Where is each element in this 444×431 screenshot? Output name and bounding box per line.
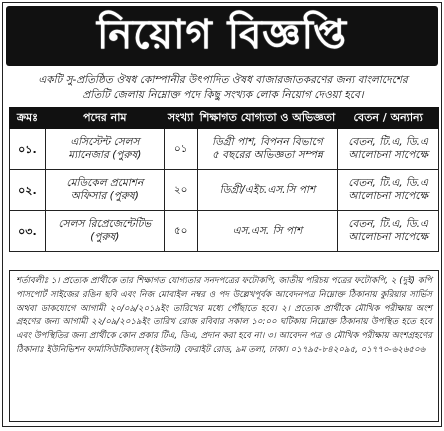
qual-line-1: ডিগ্রী পাশ, বিপনন বিভাগে	[212, 136, 323, 148]
row-salary	[338, 170, 439, 211]
header-sl: ক্রমঃ	[10, 108, 46, 129]
intro-text	[11, 73, 435, 103]
qual-line-1: এস.এস. সি পাশ	[232, 224, 303, 237]
row-post	[45, 170, 164, 211]
post-line-1: এসিস্টেন্ট সেলস	[70, 136, 140, 148]
qual-line-1: ডিগ্রী/এইচ.এস.সি পাশ	[219, 183, 316, 196]
terms-text: শর্তাবলীঃ ১। প্রত্যেক প্রার্থীকে তার শিক্ষাগত যোগ্যতার সনদপত্রের ফটোকপি, জাতীয় পরিচয় পত্রের ফটোকপি, ২ (দুই) কপি পাসপোর্ট সাইজের রঙিন ছবি এবং নিজ মোবাইল নম্বর ও পদ উল্লেখপূর্বক আবেদনপত্র নিম্নোক্ত ঠিকানায় কুরিয়ার সার্ভিস অথবা ডাকযোগে আগামী ২০/০৯/২০১৯ইং তারিখের মধ্যে পৌঁছাতে হবে। ২। প্রত্যেক প্রার্থীকে মৌখিক পরীক্ষায় অংশ গ্রহণের জন্য আগামী ২২/০৯/২০১৯ইং তারিখ রোজ রবিবার সকাল ১০:০০ ঘটিকায় নিম্নোক্ত ঠিকানায় উপস্থিত হতে হবে এবং উপস্থিতির জন্য প্রার্থীকে কোন প্রকার টিএ, ডিএ, প্রদান করা হবে না। ৩। আবেদন পত্র ও মৌখিক পরীক্ষায় অংশগ্রহণের ঠিকানাঃ ইউনিভিশন ফার্মাসিউটিক্যালস্ (ইউনাট) ফেরাইট রোড, ৯ম তলা, ঢাকা। ০১৭৯৫-৮৪২০৯৫, ০১৭৭০-৬২৬৫০৬	[16, 276, 432, 355]
job-advertisement	[2, 2, 442, 427]
row-count: ৫০	[164, 211, 197, 252]
post-line-2: (পুরুষ)	[90, 231, 120, 243]
intro-line-1: একটি সু-প্রতিষ্ঠিত ঔষধ কোম্পানীর উৎপাদিত ঔষধ বাজারজাতকরণের জন্য বাংলাদেশের	[38, 74, 408, 86]
table-row	[10, 129, 439, 170]
qual-line-2: ৫ বছরের অভিজ্ঞতা সম্পন্ন	[212, 149, 323, 161]
page-title: নিয়োগ বিজ্ঞপ্তি	[96, 10, 347, 58]
table-row	[10, 211, 439, 252]
header-post: পদের নাম	[45, 108, 164, 129]
row-sl: ০১.	[10, 129, 46, 170]
row-sl: ০২.	[10, 170, 46, 211]
row-post	[45, 211, 164, 252]
row-count: ২০	[164, 170, 197, 211]
header-count: সংখ্যা	[164, 108, 197, 129]
post-line-1: মেডিকেল প্রমোশন	[66, 177, 144, 189]
title-banner	[6, 6, 438, 66]
terms-box	[9, 270, 439, 422]
row-qualification	[197, 211, 338, 252]
salary-line-1: বেতন, টি.এ, ডি.এ	[348, 218, 428, 230]
row-sl: ০৩.	[10, 211, 46, 252]
row-salary	[338, 211, 439, 252]
header-salary: বেতন / অন্যান্য	[338, 108, 439, 129]
header-qualification: শিক্ষাগত যোগ্যতা ও অভিজ্ঞতা	[197, 108, 338, 129]
table-row	[10, 170, 439, 211]
row-qualification	[197, 129, 338, 170]
row-post	[45, 129, 164, 170]
jobs-table	[9, 107, 439, 252]
row-count: ০১	[164, 129, 197, 170]
salary-line-1: বেতন, টি.এ, ডি.এ	[348, 177, 428, 189]
salary-line-1: বেতন, টি.এ, ডি.এ	[348, 136, 428, 148]
table-header-row	[10, 108, 439, 129]
intro-line-2: প্রতিটি জেলায় নিম্নোক্ত পদে কিছু সংখ্যক লোক নিয়োগ দেওয়া হবে।	[82, 89, 364, 101]
post-line-1: সেলস রিপ্রেজেন্টেটিভ	[58, 218, 152, 230]
salary-line-2: আলোচনা সাপেক্ষে	[348, 149, 428, 161]
row-qualification	[197, 170, 338, 211]
salary-line-2: আলোচনা সাপেক্ষে	[348, 231, 428, 243]
post-line-2: ম্যানেজার (পুরুষ)	[68, 149, 142, 161]
row-salary	[338, 129, 439, 170]
post-line-2: অফিসার (পুরুষ)	[70, 190, 139, 202]
salary-line-2: আলোচনা সাপেক্ষে	[348, 190, 428, 202]
